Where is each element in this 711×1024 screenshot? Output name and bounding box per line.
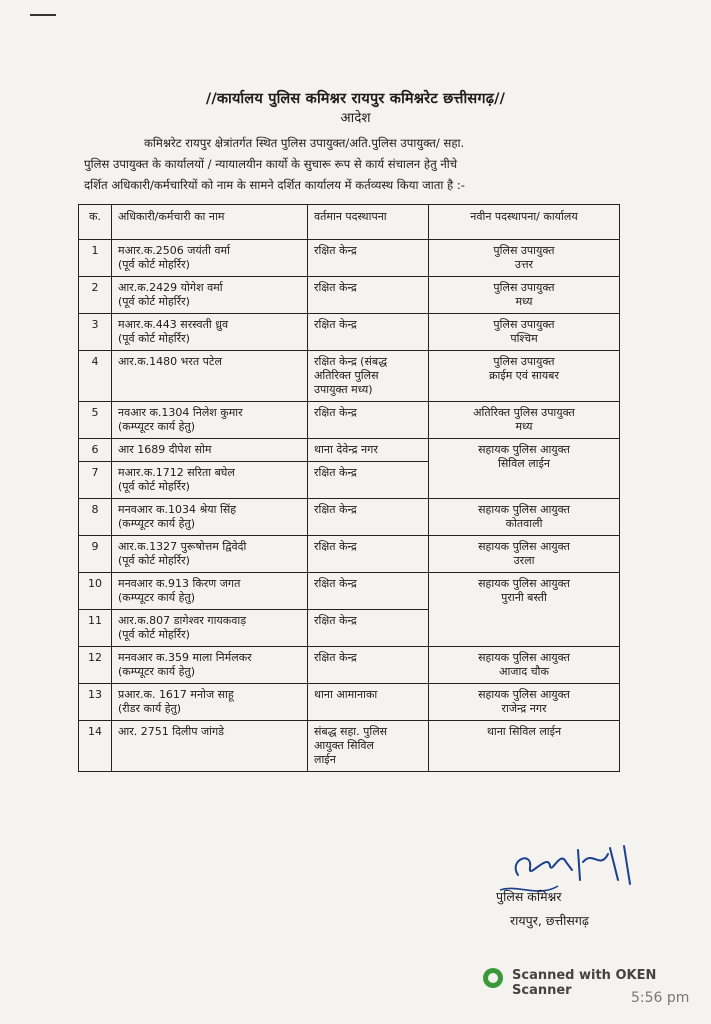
current-posting-line: रक्षित केन्द्र xyxy=(314,540,357,553)
col-header-sn: क. xyxy=(79,205,112,240)
employee-note-line: (पूर्व कोर्ट मोहर्रिर) xyxy=(118,480,190,493)
row-serial: 13 xyxy=(79,684,112,721)
row-serial: 10 xyxy=(79,573,112,610)
new-posting-line: पश्चिम xyxy=(510,332,538,345)
new-posting-line: मध्य xyxy=(515,420,533,433)
row-new-posting xyxy=(429,351,620,402)
intro-line: कमिश्नरेट रायपुर क्षेत्रांतर्गत स्थित पुलिस उपायुक्त/अति.पुलिस उपायुक्त/ सहा. xyxy=(144,136,465,150)
intro-line: पुलिस उपायुक्त के कार्यालयों / न्यायालयीन कार्यो के सुचारू रूप से कार्य संचालन हेतु नीचे xyxy=(84,157,458,171)
new-posting-line: राजेन्द्र नगर xyxy=(501,702,547,715)
new-posting-line: सहायक पुलिस आयुक्त xyxy=(478,577,570,590)
current-posting-line: रक्षित केन्द्र xyxy=(314,577,357,590)
col-header-name: अधिकारी/कर्मचारी का नाम xyxy=(112,205,308,240)
employee-note-line: (पूर्व कोर्ट मोहर्रिर) xyxy=(118,554,190,567)
new-posting-line: पुलिस उपायुक्त xyxy=(493,318,555,331)
employee-name-line: मआर.क.1712 सरिता बघेल xyxy=(118,466,235,479)
current-posting-line: रक्षित केन्द्र xyxy=(314,406,357,419)
row-employee-name xyxy=(112,277,308,314)
row-employee-name xyxy=(112,610,308,647)
row-current-posting xyxy=(308,721,429,772)
employee-name-line: नवआर क.1304 निलेश कुमार xyxy=(118,406,243,419)
current-posting-line: लाईन xyxy=(314,753,336,766)
table-row xyxy=(79,240,620,277)
row-serial: 7 xyxy=(79,462,112,499)
current-posting-line: उपायुक्त मध्य) xyxy=(314,383,373,396)
new-posting-line: सहायक पुलिस आयुक्त xyxy=(478,688,570,701)
current-posting-line: आयुक्त सिविल xyxy=(314,739,374,752)
row-serial: 6 xyxy=(79,439,112,462)
employee-note-line: (कम्प्यूटर कार्य हेतु) xyxy=(118,591,196,604)
row-new-posting xyxy=(429,277,620,314)
row-current-posting xyxy=(308,499,429,536)
new-posting-line: उरला xyxy=(513,554,535,567)
row-current-posting xyxy=(308,277,429,314)
new-posting-line: सिविल लाईन xyxy=(497,457,551,470)
current-posting-line: अतिरिक्त पुलिस xyxy=(314,369,379,382)
timestamp: 5:56 pm xyxy=(631,990,690,1006)
row-new-posting xyxy=(429,573,620,647)
row-current-posting xyxy=(308,684,429,721)
employee-name-line: आर.क.2429 योगेश वर्मा xyxy=(118,281,223,294)
row-new-posting xyxy=(429,647,620,684)
row-new-posting xyxy=(429,402,620,439)
row-current-posting xyxy=(308,610,429,647)
employee-note-line: (कम्प्यूटर कार्य हेतु) xyxy=(118,420,196,433)
new-posting-line: पुलिस उपायुक्त xyxy=(493,244,555,257)
employee-name-line: प्रआर.क. 1617 मनोज साहू xyxy=(118,688,234,701)
row-new-posting xyxy=(429,240,620,277)
row-current-posting xyxy=(308,439,429,462)
row-employee-name xyxy=(112,351,308,402)
intro-line: दर्शित अधिकारी/कर्मचारियों को नाम के सामने दर्शित कार्यालय में कर्तव्यस्थ किया जाता है :- xyxy=(84,178,465,192)
employee-note-line: (पूर्व कोर्ट मोहर्रिर) xyxy=(118,258,190,271)
table-row xyxy=(79,439,620,462)
row-new-posting xyxy=(429,439,620,499)
col-header-current: वर्तमान पदस्थापना xyxy=(308,205,429,240)
new-posting-line: अतिरिक्त पुलिस उपायुक्त xyxy=(473,406,575,419)
pen-mark xyxy=(30,14,56,16)
row-employee-name xyxy=(112,439,308,462)
employee-name-line: आर 1689 दीपेश सोम xyxy=(118,443,212,456)
row-new-posting xyxy=(429,314,620,351)
current-posting-line: रक्षित केन्द्र xyxy=(314,614,357,627)
employee-name-line: आर.क.1327 पुरूषोत्तम द्विवेदी xyxy=(118,540,247,553)
row-serial: 8 xyxy=(79,499,112,536)
current-posting-line: रक्षित केन्द्र xyxy=(314,503,357,516)
current-posting-line: रक्षित केन्द्र xyxy=(314,318,357,331)
order-heading: आदेश xyxy=(340,110,371,126)
current-posting-line: रक्षित केन्द्र xyxy=(314,466,357,479)
employee-note-line: (पूर्व कोर्ट मोहर्रिर) xyxy=(118,628,190,641)
row-employee-name xyxy=(112,402,308,439)
new-posting-line: आजाद चौक xyxy=(499,665,549,678)
row-serial: 12 xyxy=(79,647,112,684)
new-posting-line: सहायक पुलिस आयुक्त xyxy=(478,443,570,456)
table-row xyxy=(79,402,620,439)
row-current-posting xyxy=(308,462,429,499)
new-posting-line: सहायक पुलिस आयुक्त xyxy=(478,503,570,516)
row-new-posting xyxy=(429,721,620,772)
table-body xyxy=(79,240,620,772)
row-current-posting xyxy=(308,402,429,439)
table-row xyxy=(79,647,620,684)
row-employee-name xyxy=(112,314,308,351)
signatory-place: रायपुर, छत्तीसगढ़ xyxy=(510,913,589,928)
employee-name-line: मनवआर क.359 माला निर्मलकर xyxy=(118,651,252,664)
table-row xyxy=(79,351,620,402)
row-employee-name xyxy=(112,721,308,772)
new-posting-line: क्राईम एवं सायबर xyxy=(489,369,559,382)
table-row xyxy=(79,721,620,772)
row-employee-name xyxy=(112,499,308,536)
employee-note-line: (कम्प्यूटर कार्य हेतु) xyxy=(118,665,196,678)
employee-name-line: मआर.क.2506 जयंती वर्मा xyxy=(118,244,230,257)
col-header-new: नवीन पदस्थापना/ कार्यालय xyxy=(429,205,620,240)
current-posting-line: थाना आमानाका xyxy=(314,688,378,701)
employee-note-line: (कम्प्यूटर कार्य हेतु) xyxy=(118,517,196,530)
employee-note-line: (रीडर कार्य हेतु) xyxy=(118,702,182,715)
table-row xyxy=(79,277,620,314)
employee-name-line: मनवआर क.1034 श्रेया सिंह xyxy=(118,503,237,516)
row-employee-name xyxy=(112,462,308,499)
row-current-posting xyxy=(308,647,429,684)
row-current-posting xyxy=(308,573,429,610)
scanner-logo-icon xyxy=(483,968,503,988)
new-posting-line: उत्तर xyxy=(514,258,534,271)
current-posting-line: थाना देवेन्द्र नगर xyxy=(314,443,378,456)
office-title: //कार्यालय पुलिस कमिश्नर रायपुर कमिश्नरेट छत्तीसगढ़// xyxy=(205,91,506,107)
new-posting-line: कोतवाली xyxy=(505,517,543,530)
current-posting-line: रक्षित केन्द्र xyxy=(314,651,357,664)
row-employee-name xyxy=(112,240,308,277)
row-serial: 5 xyxy=(79,402,112,439)
new-posting-line: पुरानी बस्ती xyxy=(501,591,547,604)
row-current-posting xyxy=(308,240,429,277)
row-new-posting xyxy=(429,536,620,573)
row-new-posting xyxy=(429,684,620,721)
row-serial: 1 xyxy=(79,240,112,277)
current-posting-line: रक्षित केन्द्र xyxy=(314,244,357,257)
row-serial: 14 xyxy=(79,721,112,772)
new-posting-line: सहायक पुलिस आयुक्त xyxy=(478,540,570,553)
current-posting-line: संबद्ध सहा. पुलिस xyxy=(314,725,388,738)
row-employee-name xyxy=(112,684,308,721)
employee-name-line: आर. 2751 दिलीप जांगडे xyxy=(118,725,225,738)
new-posting-line: पुलिस उपायुक्त xyxy=(493,281,555,294)
current-posting-line: रक्षित केन्द्र xyxy=(314,281,357,294)
table-header-row xyxy=(79,205,620,240)
signature-block xyxy=(496,885,589,933)
new-posting-line: थाना सिविल लाईन xyxy=(486,725,562,738)
table-row xyxy=(79,684,620,721)
row-serial: 9 xyxy=(79,536,112,573)
row-new-posting xyxy=(429,499,620,536)
table-row xyxy=(79,499,620,536)
employee-name-line: आर.क.1480 भरत पटेल xyxy=(118,355,222,368)
table-row xyxy=(79,573,620,610)
table-row xyxy=(79,314,620,351)
row-employee-name xyxy=(112,573,308,610)
new-posting-line: सहायक पुलिस आयुक्त xyxy=(478,651,570,664)
signatory-designation: पुलिस कमिश्नर xyxy=(496,889,562,904)
row-employee-name xyxy=(112,647,308,684)
row-current-posting xyxy=(308,351,429,402)
row-serial: 3 xyxy=(79,314,112,351)
employee-name-line: आर.क.807 डागेश्वर गायकवाड़ xyxy=(118,614,247,627)
intro-paragraph xyxy=(84,133,662,196)
posting-table xyxy=(78,204,620,772)
row-current-posting xyxy=(308,536,429,573)
new-posting-line: पुलिस उपायुक्त xyxy=(493,355,555,368)
row-employee-name xyxy=(112,536,308,573)
row-serial: 11 xyxy=(79,610,112,647)
new-posting-line: मध्य xyxy=(515,295,533,308)
employee-name-line: मनवआर क.913 किरण जगत xyxy=(118,577,241,590)
row-serial: 2 xyxy=(79,277,112,314)
employee-note-line: (पूर्व कोर्ट मोहर्रिर) xyxy=(118,295,190,308)
scanner-watermark: Scanned with OKEN Scanner xyxy=(512,968,657,998)
row-serial: 4 xyxy=(79,351,112,402)
employee-name-line: मआर.क.443 सरस्वती ध्रुव xyxy=(118,318,229,331)
employee-note-line: (पूर्व कोर्ट मोहर्रिर) xyxy=(118,332,190,345)
table-row xyxy=(79,536,620,573)
current-posting-line: रक्षित केन्द्र (संबद्ध xyxy=(314,355,387,368)
row-current-posting xyxy=(308,314,429,351)
